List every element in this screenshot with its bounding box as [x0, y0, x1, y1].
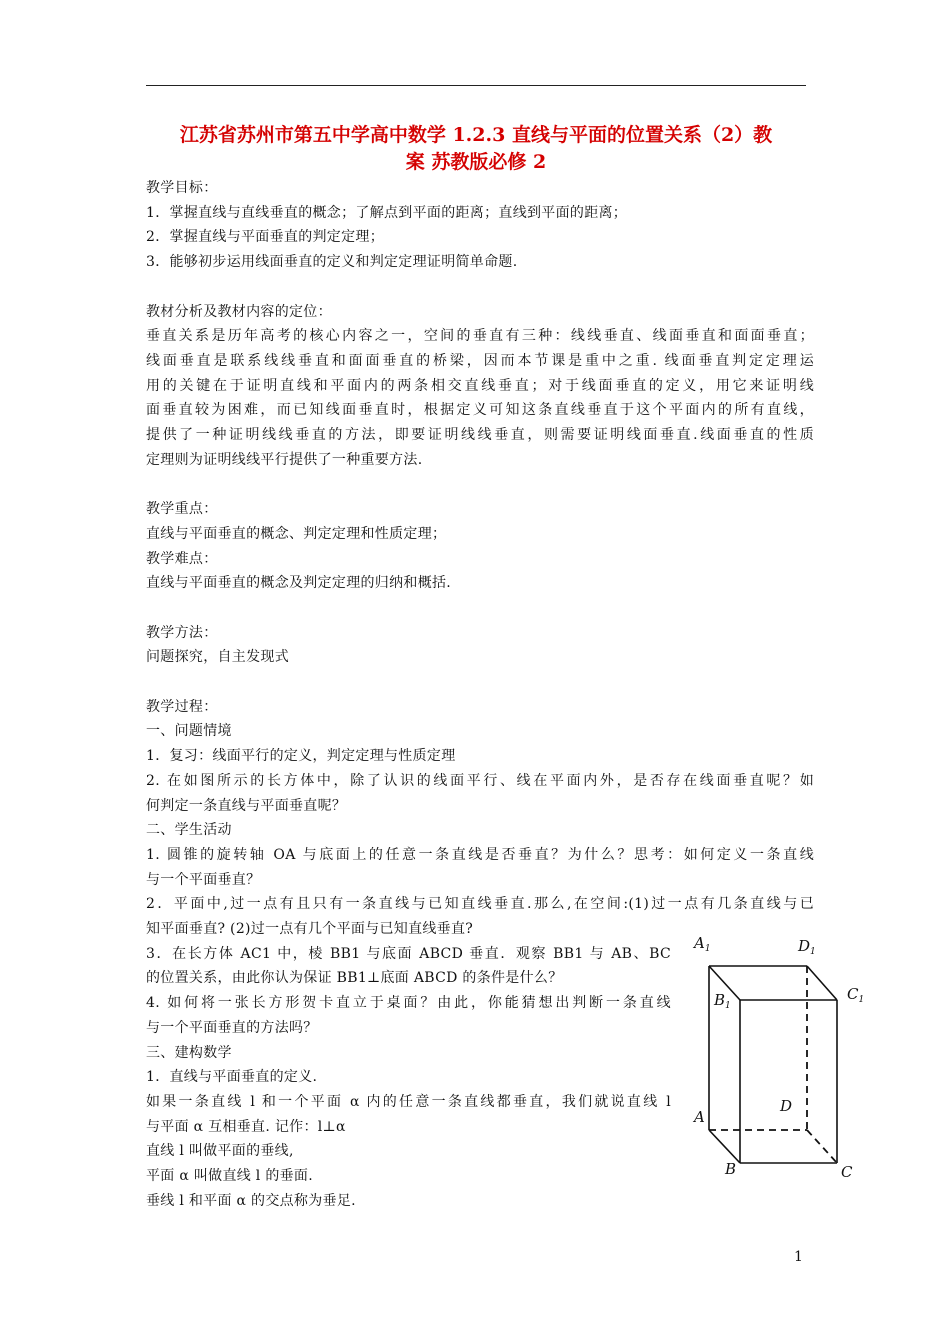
section-2-item-2-line-1: 2．平面中,过一点有且只有一条直线与已知直线垂直.那么,在空间:(1)过一点有几条直线与已	[146, 896, 814, 913]
definition-title: 1．直线与平面垂直的定义.	[146, 1069, 318, 1086]
section-1-heading: 一、问题情境	[146, 723, 232, 740]
definition-line-1: 如果一条直线 l 和一个平面 α 内的任意一条直线都垂直，我们就说直线 l	[146, 1093, 671, 1110]
analysis-line-3: 用的关键在于证明直线和平面内的两条相交直线垂直；对于线面垂直的定义，用它来证明线	[146, 377, 814, 394]
section-2-item-1-line-1: 1. 圆锥的旋转轴 OA 与底面上的任意一条直线是否垂直？为什么？思考：如何定义一条直线	[146, 846, 814, 863]
definition-line-2: 与平面 α 互相垂直. 记作：l⊥α	[146, 1118, 346, 1135]
label-b1: $B_1$	[714, 991, 731, 1011]
section-2-item-4-line-1: 4. 如何将一张长方形贺卡直立于桌面？由此，你能猜想出判断一条直线	[146, 995, 671, 1012]
title-line-2: 案 苏教版必修 2	[405, 151, 547, 173]
definition-line-4: 平面 α 叫做直线 l 的垂面.	[146, 1168, 313, 1185]
label-d1: $D_1$	[798, 937, 816, 957]
goal-item-2: 2．掌握直线与平面垂直的判定定理；	[146, 229, 385, 246]
method-text: 问题探究，自主发现式	[146, 649, 289, 666]
section-2-item-3-line-2: 的位置关系，由此你认为保证 BB1⊥底面 ABCD 的条件是什么？	[146, 970, 563, 987]
section-2-item-1-line-2: 与一个平面垂直？	[146, 871, 261, 888]
section-1-item-1: 1．复习：线面平行的定义，判定定理与性质定理	[146, 748, 456, 765]
key-points-heading: 教学重点：	[146, 501, 218, 518]
goals-heading: 教学目标：	[146, 180, 218, 196]
edge-d-c-hidden	[807, 1130, 837, 1163]
analysis-line-5: 提供了一种证明线线垂直的方法，即要证明线线垂直，则需要证明线面垂直.线面垂直的性质	[146, 427, 814, 444]
difficulties-text: 直线与平面垂直的概念及判定定理的归纳和概括.	[146, 575, 452, 592]
title-line-1: 江苏省苏州市第五中学高中数学 1.2.3 直线与平面的位置关系（2）教	[179, 124, 773, 146]
key-points-text: 直线与平面垂直的概念、判定定理和性质定理；	[146, 525, 447, 542]
section-2-item-4-line-2: 与一个平面垂直的方法吗？	[146, 1019, 318, 1036]
section-2-item-3-line-1: 3．在长方体 AC1 中，棱 BB1 与底面 ABCD 垂直．观察 BB1 与 AB、BC	[146, 945, 671, 962]
edge-d1-c1	[807, 966, 837, 1000]
section-1-item-2-line-2: 何判定一条直线与平面垂直呢？	[146, 797, 347, 814]
section-3-heading: 三、建构数学	[146, 1044, 232, 1061]
label-b: B	[725, 1160, 737, 1178]
label-c1: $C_1$	[847, 985, 865, 1005]
analysis-line-1: 垂直关系是历年高考的核心内容之一，空间的垂直有三种：线线垂直、线面垂直和面面垂直；	[146, 328, 814, 345]
edge-a-b	[709, 1130, 740, 1163]
label-a1: $A_1$	[694, 934, 711, 954]
section-1-item-2-line-1: 2. 在如图所示的长方体中，除了认识的线面平行、线在平面内外，是否存在线面垂直呢？如	[146, 772, 814, 789]
document-title	[146, 122, 806, 176]
analysis-line-4: 面垂直较为困难，而已知线面垂直时，根据定义可知这条直线垂直于这个平面内的所有直线，	[146, 402, 814, 419]
process-heading: 教学过程：	[146, 698, 218, 715]
analysis-line-2: 线面垂直是联系线线垂直和面面垂直的桥梁，因而本节课是重中之重. 线面垂直判定定理运	[146, 352, 814, 369]
method-heading: 教学方法：	[146, 624, 218, 641]
definition-line-3: 直线 l 叫做平面的垂线,	[146, 1143, 294, 1160]
analysis-heading: 教材分析及教材内容的定位：	[146, 303, 332, 320]
header-rule	[146, 85, 806, 86]
difficulties-heading: 教学难点：	[146, 550, 218, 567]
section-2-item-2-line-2: 知平面垂直? (2)过一点有几个平面与已知直线垂直?	[146, 921, 474, 938]
definition-line-5: 垂线 l 和平面 α 的交点称为垂足.	[146, 1192, 356, 1209]
page-number: 1	[794, 1249, 803, 1265]
label-a: A	[694, 1108, 705, 1126]
analysis-line-6: 定理则为证明线线平行提供了一种重要方法.	[146, 451, 423, 468]
cuboid-figure	[688, 930, 868, 1190]
label-d: D	[780, 1097, 793, 1115]
label-c: C	[841, 1163, 853, 1181]
goal-item-1: 1．掌握直线与直线垂直的概念；了解点到平面的距离；直线到平面的距离；	[146, 204, 628, 221]
goal-item-3: 3．能够初步运用线面垂直的定义和判定定理证明简单命题.	[146, 254, 518, 271]
section-2-heading: 二、学生活动	[146, 822, 232, 839]
